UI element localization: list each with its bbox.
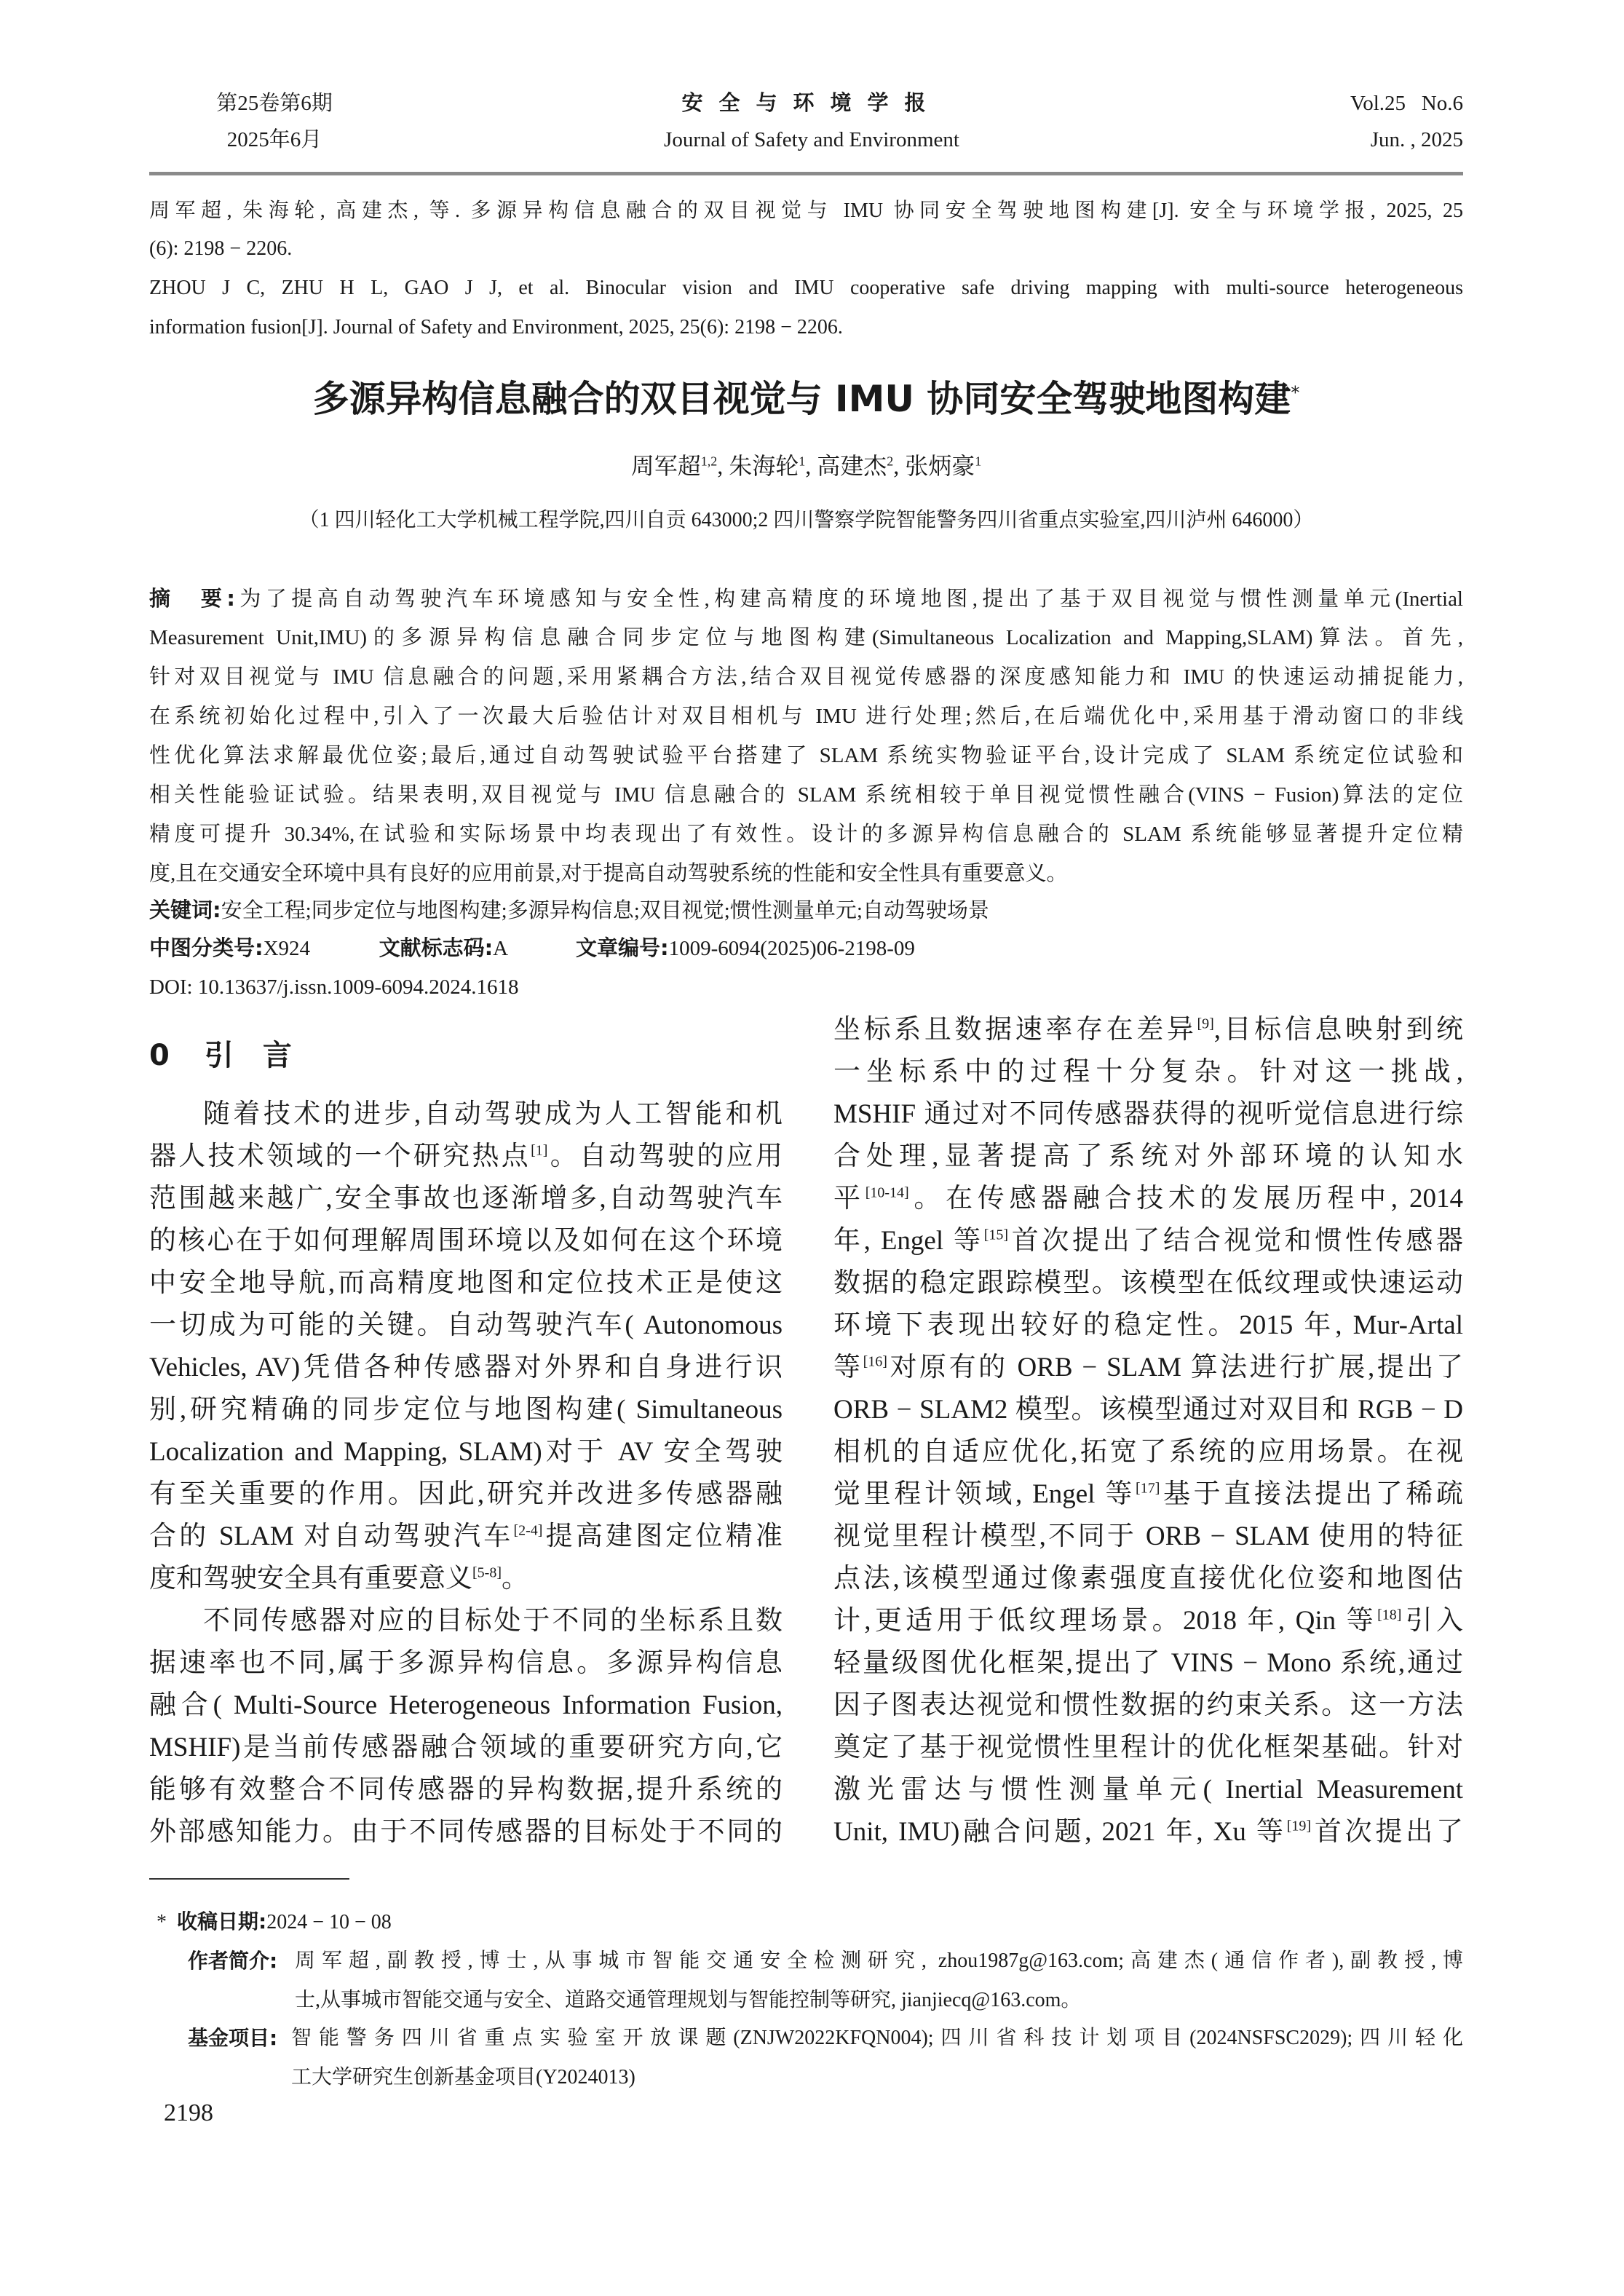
body-line: 计,更适用于低纹理场景。2018 年, Qin 等[18]引入 <box>833 1606 1464 1636</box>
section-number: 0 <box>149 1039 170 1072</box>
footnote-rule <box>149 1878 349 1880</box>
issue-date-en: Jun. , 2025 <box>1370 128 1463 151</box>
abstract-line <box>149 623 1463 652</box>
section-heading <box>149 1032 321 1074</box>
volume-issue-en: Vol.25 No.6 <box>1350 92 1463 115</box>
body-line: 点法,该模型通过像素强度直接优化位姿和地图估 <box>833 1564 1463 1594</box>
body-line: MSHIF 通过对不同传感器获得的视听觉信息进行综 <box>833 1099 1463 1129</box>
header-rule <box>149 172 1463 175</box>
body-line: 等[16]对原有的 ORB − SLAM 算法进行扩展,提出了 <box>833 1353 1463 1382</box>
abstract-line <box>149 702 1463 731</box>
received-value: 2024 − 10 − 08 <box>266 1911 392 1933</box>
body-line: 视觉里程计模型,不同于 ORB − SLAM 使用的特征 <box>833 1521 1463 1551</box>
reference-citation[interactable]: [18] <box>1377 1607 1402 1623</box>
volume-issue-cn: 第25卷第6期 <box>216 92 333 115</box>
body-line: 器人技术领域的一个研究热点[1]。自动驾驶的应用 <box>149 1141 783 1171</box>
reference-citation[interactable]: [15] <box>983 1227 1009 1243</box>
fund-line: 智能警务四川省重点实验室开放课题(ZNJW2022KFQN004);四川省科技计划项目(2024NSFSC2029);四川轻化 <box>291 2027 1463 2049</box>
footnote-mark: * <box>157 1911 167 1933</box>
bio-line: 士,从事城市智能交通与安全、道路交通管理规划与智能控制等研究, jianjiecq@163.com。 <box>295 1989 1082 2011</box>
body-line: 相机的自适应优化,拓宽了系统的应用场景。在视 <box>833 1437 1463 1467</box>
bio-label: 作者简介: <box>188 1949 278 1973</box>
body-line: 外部感知能力。由于不同传感器的目标处于不同的 <box>149 1817 783 1847</box>
author: 朱海轮$^1$, <box>729 453 812 479</box>
reference-citation[interactable]: [19] <box>1286 1818 1312 1834</box>
reference-citation[interactable]: [16] <box>863 1353 887 1370</box>
keywords <box>149 895 989 925</box>
abstract-text: 为了提高自动驾驶汽车环境感知与安全性,构建高精度的环境地图,提出了基于双目视觉与惯性测量单元(Inertial <box>234 587 1463 611</box>
abstract-text: 性优化算法求解最优位姿;最后,通过自动驾驶试验平台搭建了 SLAM 系统实物验证平台,设计完成了 SLAM 系统定位试验和 <box>149 744 1463 767</box>
body-line: 奠定了基于视觉惯性里程计的优化框架基础。针对 <box>833 1733 1463 1762</box>
body-line: 数据的稳定跟踪模型。该模型在低纹理或快速运动 <box>833 1268 1463 1298</box>
fund-label: 基金项目: <box>188 2026 278 2050</box>
body-line: 范围越来越广,安全事故也逐渐增多,自动驾驶汽车 <box>149 1184 783 1214</box>
abstract-text: Measurement Unit,IMU)的多源异构信息融合同步定位与地图构建(Simultaneous Localization and Mapping,SLAM)算法。首先, <box>149 626 1463 649</box>
classification-row <box>149 933 915 963</box>
author: 周军超$^{1,2}$, <box>630 453 724 479</box>
reference-citation[interactable]: [1] <box>531 1142 548 1159</box>
reference-citation[interactable]: [10-14] <box>865 1184 909 1201</box>
body-line: 环境下表现出较好的稳定性。2015 年, Mur-Artal <box>833 1310 1463 1340</box>
abstract-text: 精度可提升 30.34%,在试验和实际场景中均表现出了有效性。设计的多源异构信息融合的 SLAM 系统能够显著提升定位精 <box>149 823 1463 846</box>
title-footnote-mark: * <box>1291 382 1300 403</box>
clc-value: X924 <box>263 937 311 960</box>
body-line: 的核心在于如何理解周围环境以及如何在这个环境 <box>149 1226 783 1256</box>
section-title: 引言 <box>204 1039 321 1072</box>
keywords-value: 安全工程;同步定位与地图构建;多源异构信息;双目视觉;惯性测量单元;自动驾驶场景 <box>221 899 989 922</box>
author-list <box>149 448 1463 481</box>
body-line: 年, Engel 等[15]首次提出了结合视觉和惯性传感器 <box>833 1226 1464 1256</box>
reference-citation[interactable]: [2-4] <box>513 1522 543 1539</box>
body-line: ORB − SLAM2 模型。该模型通过对双目和 RGB − D <box>833 1395 1463 1425</box>
author: 张炳豪$^1$ <box>905 453 982 479</box>
clc-label: 中图分类号: <box>149 935 264 960</box>
body-line: 坐标系且数据速率存在差异[9],目标信息映射到统 <box>833 1015 1463 1045</box>
citation-line: information fusion[J]. Journal of Safety and Environment, 2025, 25(6): 2198 − 2206. <box>149 316 843 339</box>
citation-line: (6): 2198 − 2206. <box>149 237 293 260</box>
abstract-line <box>149 741 1463 770</box>
article-no-value: 1009-6094(2025)06-2198-09 <box>668 937 915 960</box>
body-line: 轻量级图优化框架,提出了 VINS − Mono 系统,通过 <box>833 1648 1463 1678</box>
abstract-line <box>149 859 1463 888</box>
received-label: 收稿日期: <box>177 1909 267 1933</box>
body-line: 激光雷达与惯性测量单元( Inertial Measurement <box>833 1775 1463 1805</box>
body-line: 有至关重要的作用。因此,研究并改进多传感器融 <box>149 1479 783 1509</box>
body-line: 不同传感器对应的目标处于不同的坐标系且数 <box>203 1606 783 1636</box>
article-no-label: 文章编号: <box>576 935 669 960</box>
abstract-line <box>149 584 1463 614</box>
reference-citation[interactable]: [5-8] <box>472 1564 502 1581</box>
abstract-line <box>149 780 1463 809</box>
body-line: 随着技术的进步,自动驾驶成为人工智能和机 <box>203 1099 783 1129</box>
body-line: Localization and Mapping, SLAM)对于 AV 安全驾驶 <box>149 1437 783 1467</box>
keywords-label: 关键词: <box>149 898 221 922</box>
citation-line: 周军超, 朱海轮, 高建杰, 等. 多源异构信息融合的双目视觉与 IMU 协同安全驾驶地图构建[J]. 安全与环境学报, 2025, 25 <box>149 199 1463 222</box>
doc-code-label: 文献标志码: <box>379 935 494 960</box>
body-line: 度和驾驶安全具有重要意义[5-8]。 <box>149 1564 528 1594</box>
issue-date-cn: 2025年6月 <box>226 128 322 151</box>
title-text: 多源异构信息融合的双目视觉与 IMU 协同安全驾驶地图构建 <box>312 378 1291 420</box>
body-line: 合处理,显著提高了系统对外部环境的认知水 <box>833 1141 1463 1171</box>
affiliations: （1 四川轻化工大学机械工程学院,四川自贡 643000;2 四川警察学院智能警务四川省重点实验室,四川泸州 646000） <box>298 509 1314 531</box>
abstract-line <box>149 662 1463 692</box>
body-line: 因子图表达视觉和惯性数据的约束关系。这一方法 <box>833 1690 1463 1720</box>
doc-code-value: A <box>493 937 507 960</box>
body-line: MSHIF)是当前传感器融合领域的重要研究方向,它 <box>149 1733 783 1762</box>
body-line: Vehicles, AV)凭借各种传感器对外界和自身进行识 <box>149 1353 783 1382</box>
page-number: 2198 <box>164 2099 213 2126</box>
body-line: 别,研究精确的同步定位与地图构建( Simultaneous <box>149 1395 783 1425</box>
body-line: 能够有效整合不同传感器的异构数据,提升系统的 <box>149 1775 783 1805</box>
body-line: Unit, IMU)融合问题, 2021 年, Xu 等[19]首次提出了 <box>833 1817 1464 1847</box>
body-line: 一切成为可能的关键。自动驾驶汽车( Autonomous <box>149 1310 783 1340</box>
body-line: 一坐标系中的过程十分复杂。针对这一挑战, <box>833 1057 1463 1087</box>
received-date <box>157 1907 392 1937</box>
body-line: 融合( Multi-Source Heterogeneous Information Fusion, <box>149 1690 783 1720</box>
fund-line: 工大学研究生创新基金项目(Y2024013) <box>291 2066 635 2089</box>
abstract-text: 度,且在交通安全环境中具有良好的应用前景,对于提高自动驾驶系统的性能和安全性具有重要意义。 <box>149 862 1068 885</box>
body-line: 觉里程计领域, Engel 等[17]基于直接法提出了稀疏 <box>833 1479 1463 1509</box>
body-line: 中安全地导航,而高精度地图和定位技术正是使这 <box>149 1268 783 1298</box>
abstract-text: 相关性能验证试验。结果表明,双目视觉与 IMU 信息融合的 SLAM 系统相较于单目视觉惯性融合(VINS − Fusion)算法的定位 <box>149 783 1463 807</box>
abstract-text: 针对双目视觉与 IMU 信息融合的问题,采用紧耦合方法,结合双目视觉传感器的深度感知能力和 IMU 的快速运动捕捉能力, <box>149 665 1463 689</box>
abstract-line <box>149 820 1463 849</box>
reference-citation[interactable]: [17] <box>1136 1480 1160 1497</box>
abstract-label: 摘 要: <box>149 586 235 611</box>
body-line: 合的 SLAM 对自动驾驶汽车[2-4]提高建图定位精准 <box>149 1521 783 1551</box>
paper-title <box>149 370 1463 422</box>
body-line: 据速率也不同,属于多源异构信息。多源异构信息 <box>149 1648 783 1678</box>
reference-citation[interactable]: [9] <box>1197 1016 1214 1032</box>
bio-line: 周军超,副教授,博士,从事城市智能交通安全检测研究, zhou1987g@163.com;高建杰(通信作者),副教授,博 <box>295 1949 1463 1972</box>
journal-name-en: Journal of Safety and Environment <box>664 128 959 151</box>
citation-line: ZHOU J C, ZHU H L, GAO J J, et al. Binocular vision and IMU cooperative safe driving mapping with multi-source heterogeneous <box>149 277 1463 299</box>
author: 高建杰$^2$, <box>817 453 900 479</box>
journal-name-cn: 安全与环境学报 <box>681 92 942 115</box>
body-line: 平[10-14]。在传感器融合技术的发展历程中, 2014 <box>833 1184 1464 1214</box>
doi: DOI: 10.13637/j.issn.1009-6094.2024.1618 <box>149 975 519 999</box>
abstract-text: 在系统初始化过程中,引入了一次最大后验估计对双目相机与 IMU 进行处理;然后,在后端优化中,采用基于滑动窗口的非线 <box>149 705 1463 728</box>
